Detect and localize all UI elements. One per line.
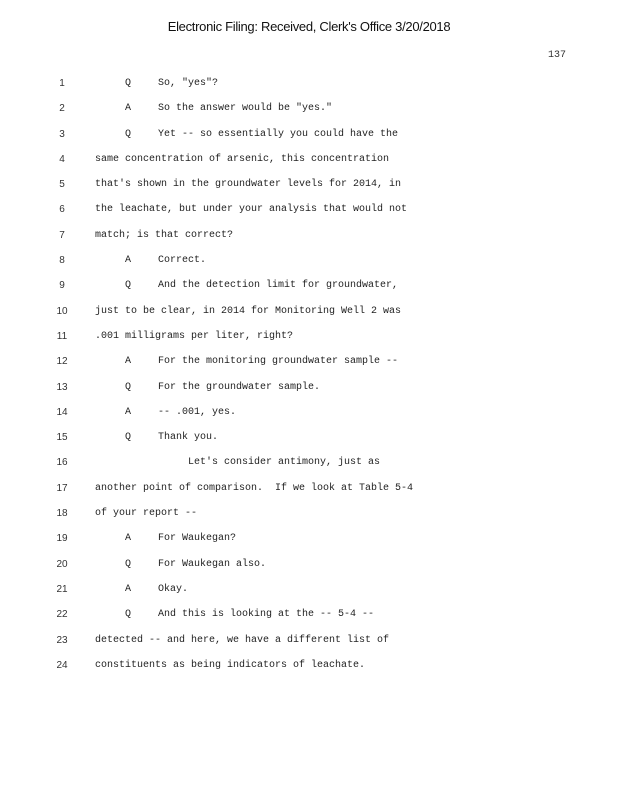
line-text: Let's consider antimony, just as	[188, 457, 381, 469]
line-text: that's shown in the groundwater levels for 2014, in	[95, 179, 402, 191]
line-number: 2	[59, 103, 65, 115]
line-number: 20	[56, 558, 68, 570]
transcript-line	[0, 533, 618, 558]
transcript-line	[0, 331, 618, 356]
speaker-label: Q	[125, 558, 132, 570]
line-number: 8	[59, 255, 65, 267]
line-text: .001 milligrams per liter, right?	[95, 330, 294, 342]
transcript-line	[0, 129, 618, 154]
line-text: And the detection limit for groundwater,	[158, 280, 399, 292]
speaker-label: A	[125, 103, 132, 115]
speaker-label: A	[125, 356, 132, 368]
line-text: And this is looking at the -- 5-4 --	[158, 609, 375, 621]
transcript-line	[0, 508, 618, 533]
line-number: 21	[56, 583, 68, 595]
speaker-label: Q	[125, 128, 132, 140]
line-number: 14	[56, 406, 68, 418]
transcript-line	[0, 635, 618, 660]
speaker-label: A	[125, 406, 132, 418]
line-text: For the monitoring groundwater sample --	[158, 356, 399, 368]
line-number: 18	[56, 508, 68, 520]
transcript-line	[0, 204, 618, 229]
line-text: For Waukegan?	[158, 533, 237, 545]
page-number: 137	[548, 50, 567, 61]
line-number: 22	[56, 609, 68, 621]
transcript-line	[0, 457, 618, 482]
transcript-line	[0, 483, 618, 508]
line-number: 4	[59, 153, 65, 165]
line-number: 1	[59, 78, 65, 89]
transcript-line	[0, 280, 618, 305]
line-text: match; is that correct?	[95, 229, 234, 241]
line-text: detected -- and here, we have a different list of	[95, 634, 390, 646]
filing-header: Electronic Filing: Received, Clerk's Office 3/20/2018	[167, 19, 451, 34]
transcript-line	[0, 609, 618, 634]
transcript-line	[0, 432, 618, 457]
line-number: 16	[56, 457, 68, 469]
transcript-line	[0, 559, 618, 584]
line-number: 11	[56, 330, 68, 342]
line-number: 7	[59, 229, 65, 241]
line-number: 24	[56, 659, 68, 671]
transcript-line	[0, 230, 618, 255]
line-number: 17	[56, 482, 68, 494]
line-text: just to be clear, in 2014 for Monitoring Well 2 was	[95, 305, 402, 317]
line-number: 9	[59, 280, 65, 292]
line-number: 5	[59, 179, 65, 191]
transcript-line	[0, 382, 618, 407]
line-number: 3	[59, 128, 65, 140]
speaker-label: A	[125, 533, 132, 545]
transcript-line	[0, 356, 618, 381]
speaker-label: Q	[125, 78, 132, 89]
transcript-line	[0, 103, 618, 128]
line-text: Thank you.	[158, 432, 219, 444]
transcript-line	[0, 660, 618, 685]
line-number: 23	[56, 634, 68, 646]
line-text: -- .001, yes.	[158, 406, 237, 418]
transcript-line	[0, 584, 618, 609]
transcript-line	[0, 255, 618, 280]
transcript-line	[0, 306, 618, 331]
line-number: 12	[56, 356, 68, 368]
transcript-line	[0, 78, 618, 103]
line-text: For Waukegan also.	[158, 558, 267, 570]
line-text: constituents as being indicators of leachate.	[95, 659, 366, 671]
speaker-label: A	[125, 583, 132, 595]
line-number: 15	[56, 432, 68, 444]
line-number: 13	[56, 381, 68, 393]
line-text: Yet -- so essentially you could have the	[158, 128, 399, 140]
speaker-label: Q	[125, 609, 132, 621]
line-number: 19	[56, 533, 68, 545]
line-text: the leachate, but under your analysis that would not	[95, 204, 408, 216]
speaker-label: Q	[125, 381, 132, 393]
transcript-line	[0, 179, 618, 204]
transcript-line	[0, 407, 618, 432]
line-text: Okay.	[158, 583, 189, 595]
line-text: So the answer would be "yes."	[158, 103, 333, 115]
line-text: For the groundwater sample.	[158, 381, 321, 393]
line-text: same concentration of arsenic, this concentration	[95, 153, 390, 165]
line-number: 6	[59, 204, 65, 216]
transcript-line	[0, 154, 618, 179]
line-text: of your report --	[95, 508, 198, 520]
speaker-label: Q	[125, 280, 132, 292]
speaker-label: A	[125, 255, 132, 267]
line-text: Correct.	[158, 255, 207, 267]
line-text: So, "yes"?	[158, 78, 219, 89]
line-number: 10	[56, 305, 68, 317]
line-text: another point of comparison. If we look at Table 5-4	[95, 482, 414, 494]
transcript-lines	[0, 78, 618, 685]
speaker-label: Q	[125, 432, 132, 444]
